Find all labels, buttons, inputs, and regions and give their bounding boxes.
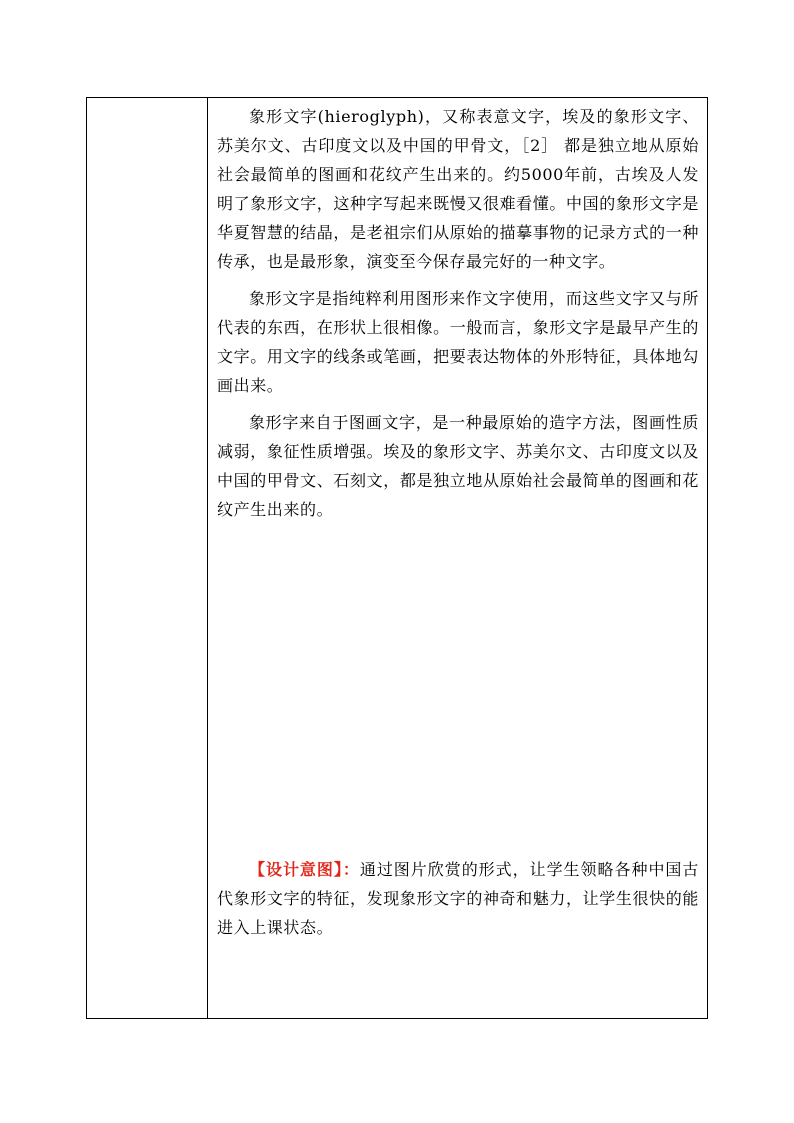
content-table: [86, 97, 708, 1019]
paragraph-hieroglyph-definition: 象形文字是指纯粹利用图形来作文字使用，而这些文字又与所代表的东西，在形状上很相像。一般而言，象形文字是最早产生的文字。用文字的线条或笔画，把要表达物体的外形特征，具体地勾画出来。: [217, 289, 699, 395]
table-right-column: [208, 98, 707, 1018]
design-intent-note: [217, 855, 699, 942]
design-intent-label: 【设计意图】：: [249, 860, 360, 879]
table-left-column: [87, 98, 208, 1018]
paragraph-hieroglyph-origin: 象形字来自于图画文字，是一种最原始的造字方法，图画性质减弱，象征性质增强。埃及的象形文字、苏美尔文、古印度文以及中国的甲骨文、石刻文，都是独立地从原始社会最简单的图画和花纹产生出来的。: [217, 413, 699, 519]
paragraph-hieroglyph-intro: 象形文字(hieroglyph)，又称表意文字，埃及的象形文字、苏美尔文、古印度文以及中国的甲骨文，［2］ 都是独立地从原始社会最简单的图画和花纹产生出来的。约5000年前，古埃及人发明了象形文字，这种字写起来既慢又很难看懂。中国的象形文字是华夏智慧的结晶，是老祖宗们从原始的描摹事物的记录方式的一种传承，也是最形象，演变至今保存最完好的一种文字。: [217, 107, 699, 271]
design-intent-text: 通过图片欣赏的形式，让学生领略各种中国古代象形文字的特征，发现象形文字的神奇和魅力，让学生很快的能进入上课状态。: [217, 860, 699, 937]
